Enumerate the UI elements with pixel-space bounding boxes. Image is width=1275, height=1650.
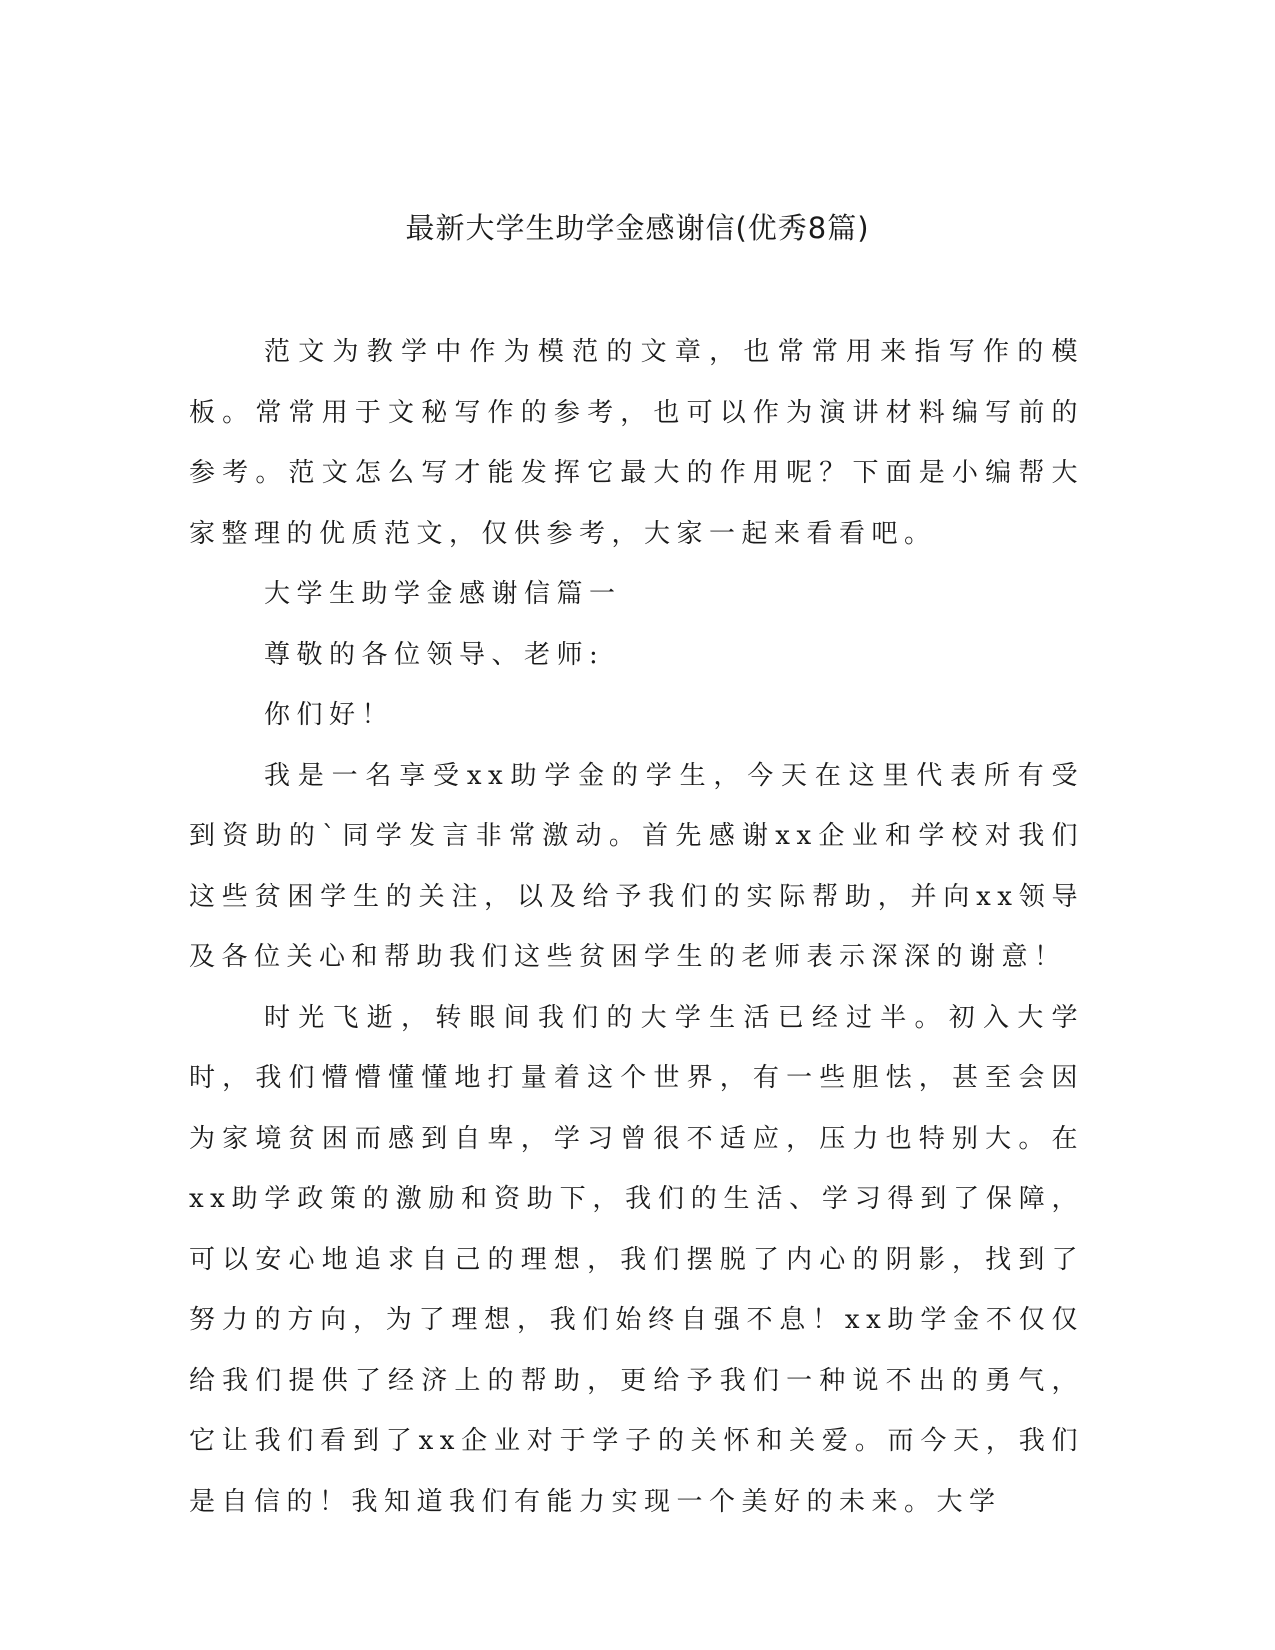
body-paragraph: 时光飞逝，转眼间我们的大学生活已经过半。初入大学时，我们懵懵懂懂地打量着这个世界，有一些胆怯，甚至会因为家境贫困而感到自卑，学习曾很不适应，压力也特别大。在xx助学政策的激励和资助下，我们的生活、学习得到了保障，可以安心地追求自己的理想，我们摆脱了内心的阴影，找到了努力的方向，为了理想，我们始终自强不息！xx助学金不仅仅给我们提供了经济上的帮助，更给予我们一种说不出的勇气，它让我们看到了xx企业对于学子的关怀和关爱。而今天，我们是自信的！我知道我们有能力实现一个美好的未来。大学 (189, 1002, 1084, 1517)
body-paragraph: 我是一名享受xx助学金的学生，今天在这里代表所有受到资助的`同学发言非常激动。首先感谢xx企业和学校对我们这些贫困学生的关注，以及给予我们的实际帮助，并向xx领导及各位关心和帮助我们这些贫困学生的老师表示深深的谢意！ (189, 760, 1084, 972)
salutation: 尊敬的各位领导、老师: (264, 639, 605, 670)
document-body (189, 322, 1084, 1532)
intro-paragraph: 范文为教学中作为模范的文章，也常常用来指写作的模板。常常用于文秘写作的参考，也可以作为演讲材料编写前的参考。范文怎么写才能发挥它最大的作用呢？下面是小编帮大家整理的优质范文，仅供参考，大家一起来看看吧。 (189, 337, 1084, 549)
section-heading: 大学生助学金感谢信篇一 (264, 579, 622, 609)
document-title: 最新大学生助学金感谢信(优秀8篇) (405, 211, 870, 245)
greeting: 你们好！ (264, 700, 395, 730)
